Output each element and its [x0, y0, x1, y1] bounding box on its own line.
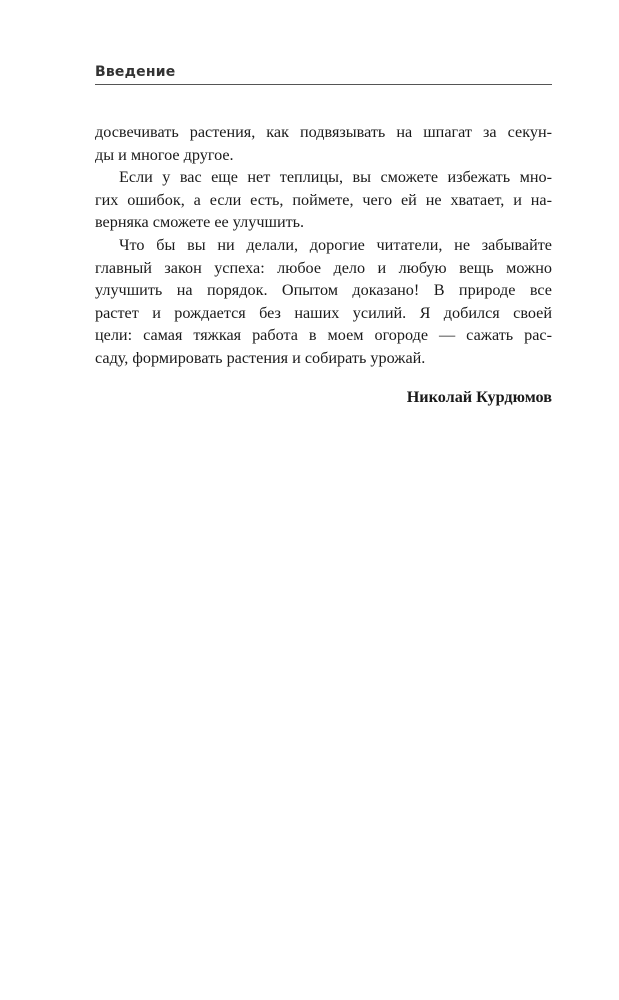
text-line: главный закон успеха: любое дело и любую вещь можно: [95, 258, 552, 277]
text-line: досвечивать растения, как подвязывать на шпагат за секун-: [95, 123, 552, 141]
text-line: саду, формировать растения и собирать урожай.: [95, 348, 426, 367]
chapter-title: Введение: [95, 64, 176, 80]
header-rule: [95, 84, 552, 85]
text-line: верняка сможете ее улучшить.: [95, 213, 305, 232]
text-line: растет и рождается без наших усилий. Я добился своей: [95, 303, 552, 322]
body-text: [95, 121, 552, 370]
author-signature: Николай Курдюмов: [406, 388, 552, 406]
text-line: ды и многое другое.: [95, 145, 234, 164]
text-line: Что бы вы ни делали, дорогие читатели, не забывайте: [119, 235, 552, 254]
text-line: цели: самая тяжкая работа в моем огороде — сажать рас-: [95, 326, 552, 345]
text-line: Если у вас еще нет теплицы, вы сможете избежать мно-: [119, 168, 552, 187]
text-line: гих ошибок, а если есть, поймете, чего ей не хватает, и на-: [95, 190, 552, 209]
text-line: улучшить на порядок. Опытом доказано! В природе все: [95, 281, 552, 300]
running-header: [95, 62, 552, 85]
